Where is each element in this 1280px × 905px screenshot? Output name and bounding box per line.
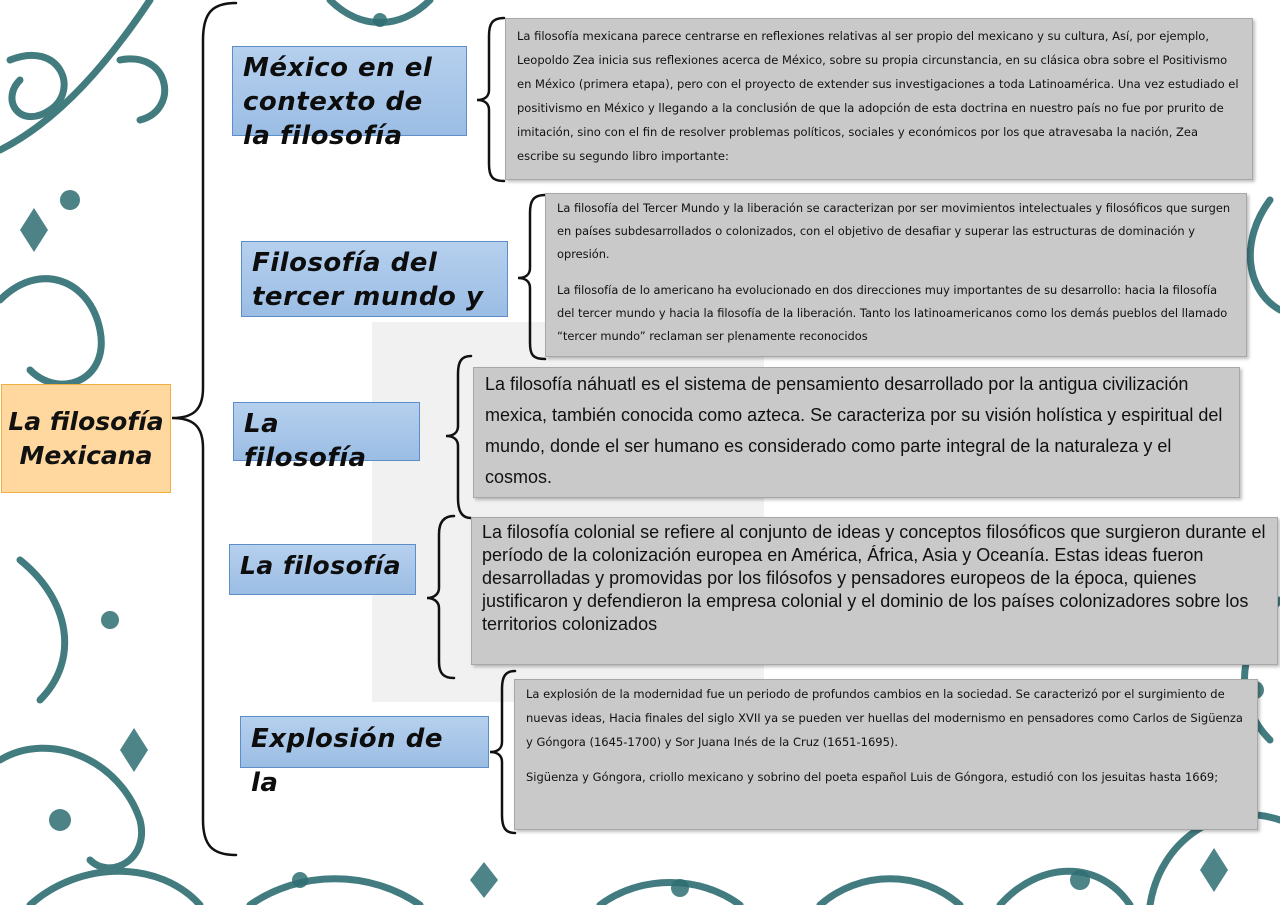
topic-filosofia-colonial [229, 544, 416, 595]
description-paragraph: La filosofía mexicana parece centrarse en reflexiones relativas al ser propio del mexicano y su cultura, Así, por ejemplo, Leopoldo Zea inicia sus reflexiones acerca de México, sobre su propia circunstancia, en su clásica obra sobre el Positivismo en México (primera etapa), pero con el proyecto de extender sus investigaciones a toda Latinoamérica. Una vez estudiado el positivismo en México y llegando a la conclusión de que la adopción de esta doctrina en nuestro país no fue por prurito de imitación, sino con el fin de resolver problemas políticos, sociales y económicos por los que atravesaba la nación, Zea escribe su segundo libro importante: [517, 29, 1239, 163]
topic-label: La filosofía [244, 409, 367, 473]
description-paragraph: La filosofía náhuatl es el sistema de pensamiento desarrollado por la antigua civilización mexica, también conocida como azteca. Se caracteriza por su visión holística y espiritual del mundo, donde el ser humano es considerado como parte integral de la naturaleza y el cosmos. [485, 374, 1223, 487]
topic-label: México en el contexto de la filosofía [243, 53, 433, 151]
topic-label: Filosofía del tercer mundo y [252, 248, 484, 312]
topic-label: Explosión de la [251, 724, 443, 798]
description-filosofia-nahuatl [473, 367, 1240, 498]
description-paragraph: Sigüenza y Góngora, criollo mexicano y sobrino del poeta español Luis de Góngora, estudió con los jesuitas hasta 1669; [526, 770, 1219, 784]
topic-explosion-modernidad [240, 716, 489, 798]
topic-label: La filosofía [240, 551, 402, 580]
root-node [1, 384, 171, 493]
description-filosofia-colonial [471, 517, 1278, 665]
topic-mexico-contexto [232, 46, 467, 151]
description-mexico-contexto [505, 18, 1253, 180]
description-paragraph: La filosofía colonial se refiere al conjunto de ideas y conceptos filosóficos que surgieron durante el período de la colonización europea en América, África, Asia y Oceanía. Estas ideas fueron desarrolladas y promovidas por los filósofos y pensadores europeos de la época, quienes justificaron y defendieron la empresa colonial y el dominio de los países colonizadores sobre los territorios colonizados [482, 522, 1266, 634]
topic-filosofia-nahuatl [233, 402, 420, 473]
root-label: La filosofía Mexicana [8, 406, 164, 470]
topic-tercer-mundo [241, 241, 508, 317]
description-paragraph: La explosión de la modernidad fue un periodo de profundos cambios en la sociedad. Se caracterizó por el surgimiento de nuevas ideas, Hacia finales del siglo XVII ya se pueden ver huellas del modernismo en pensadores como Carlos de Sigüenza y Góngora (1645-1700) y Sor Juana Inés de la Cruz (1651-1695). [526, 687, 1243, 749]
description-explosion-modernidad [514, 679, 1258, 830]
description-paragraph: La filosofía del Tercer Mundo y la liberación se caracterizan por ser movimientos intelectuales y filosóficos que surgen en países subdesarrollados o colonizados, con el objetivo de desafiar y superar las estructuras de dominación y opresión. [557, 201, 1231, 261]
description-paragraph: La filosofía de lo americano ha evolucionado en dos direcciones muy importantes de su desarrollo: hacia la filosofía del tercer mundo y hacia la filosofía de la liberación. Tanto los latinoamericanos como los demás pueblos del llamado “tercer mundo” reclaman ser plenamente reconocidos [557, 283, 1228, 343]
description-tercer-mundo [545, 193, 1247, 357]
